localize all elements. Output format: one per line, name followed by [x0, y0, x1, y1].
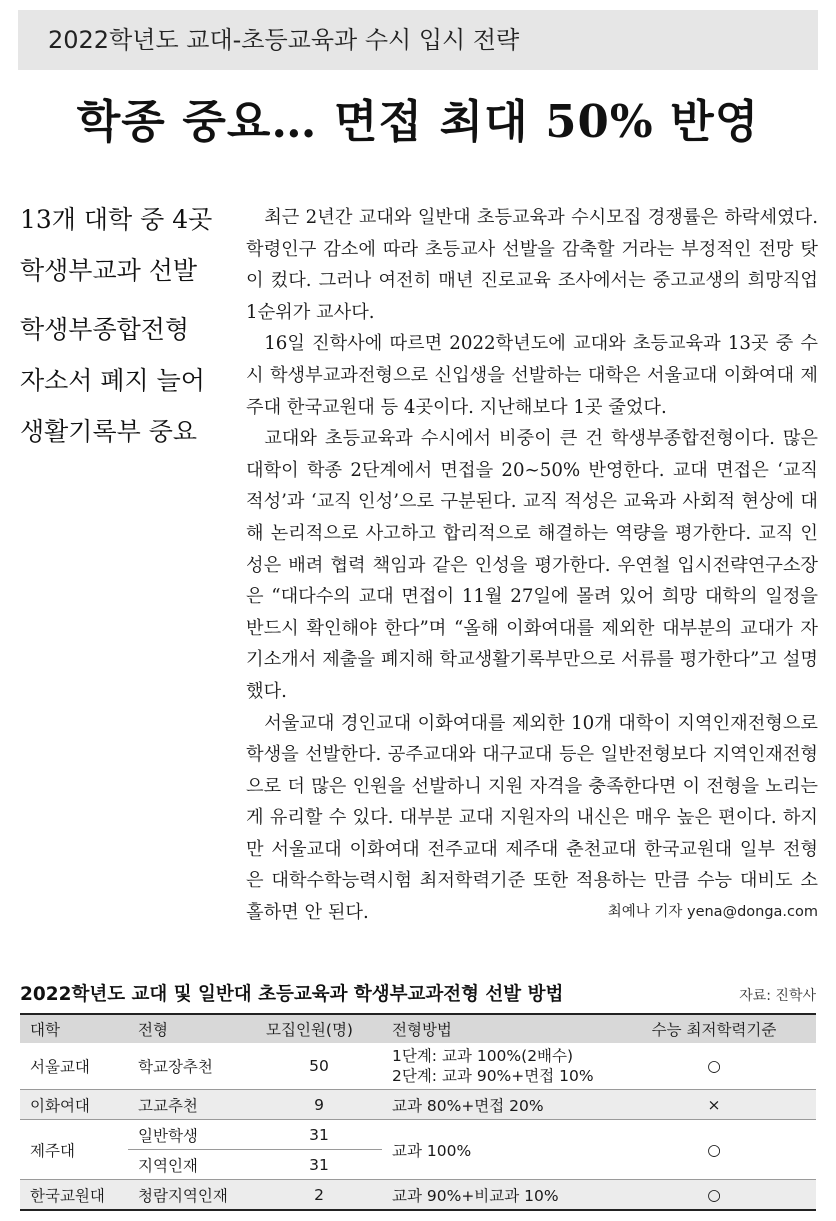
cell-count: 31 [256, 1120, 382, 1150]
cell-track: 고교추천 [128, 1090, 256, 1120]
subhead-2 [20, 304, 240, 457]
cell-count: 50 [256, 1043, 382, 1090]
cell-min-standard: ○ [612, 1180, 816, 1211]
headline: 학종 중요… 면접 최대 50% 반영 [76, 95, 760, 148]
cell-univ: 서울교대 [20, 1043, 128, 1090]
subhead-line: 학생부교과 선발 [20, 256, 197, 285]
table-row [20, 1090, 816, 1120]
paragraph-text: 서울교대 경인교대 이화여대를 제외한 10개 대학이 지역인재전형으로 학생을 선발한다. 공주교대와 대구교대 등은 일반전형보다 지역인재전형으로 더 많은 인원을 선발하니 지원 자격을 충족한다면 이 전형을 노리는 게 유리할 수 있다. 대부분 교대 지원자의 내신은 매우 높은 편이다. 하지만 서울교대 이화여대 전주교대 제주대 춘천교대 한국교원대 일부 전형은 대학수학능력시험 최저학력기준 또한 적용하는 만큼 수능 대비도 소홀하면 안 된다. [246, 712, 818, 924]
cell-min-standard: ○ [612, 1043, 816, 1090]
cell-method: 교과 90%+비교과 10% [382, 1180, 612, 1211]
subhead-1 [20, 194, 240, 296]
col-header-univ: 대학 [20, 1014, 128, 1043]
admissions-table [20, 1013, 816, 1211]
cell-track: 일반학생 [128, 1120, 256, 1150]
paragraph: 최근 2년간 교대와 일반대 초등교육과 수시모집 경쟁률은 하락세였다. 학령인구 감소에 따라 초등교사 선발을 감축할 거라는 부정적인 전망 탓이 컸다. 그러나 여전히 매년 진로교육 조사에서는 중고교생의 희망직업 1순위가 교사다. [246, 207, 818, 323]
cell-count: 31 [256, 1150, 382, 1180]
col-header-track: 전형 [128, 1014, 256, 1043]
cell-track: 학교장추천 [128, 1043, 256, 1090]
paragraph: 16일 진학사에 따르면 2022학년도에 교대와 초등교육과 13곳 중 수시 학생부교과전형으로 신입생을 선발하는 대학은 서울교대 이화여대 제주대 한국교원대 등 4곳이다. 지난해보다 1곳 줄었다. [246, 333, 818, 418]
cell-method [382, 1043, 612, 1090]
cell-min-standard: ○ [612, 1120, 816, 1180]
byline: 최예나 기자 yena@donga.com [607, 904, 818, 921]
subhead-line: 학생부종합전형 [20, 315, 190, 344]
table-header-row [20, 1014, 816, 1043]
table-row [20, 1120, 816, 1150]
section-kicker: 2022학년도 교대-초등교육과 수시 입시 전략 [18, 10, 818, 70]
subhead-line: 자소서 폐지 늘어 [20, 366, 205, 395]
method-line: 1단계: 교과 100%(2배수) [392, 1047, 574, 1065]
table-source: 자료: 진학사 [739, 988, 816, 1004]
subhead-line: 생활기록부 중요 [20, 417, 197, 446]
cell-count: 2 [256, 1180, 382, 1211]
cell-univ: 이화여대 [20, 1090, 128, 1120]
cell-count: 9 [256, 1090, 382, 1120]
col-header-min-standard: 수능 최저학력기준 [612, 1014, 816, 1043]
paragraph [246, 708, 818, 929]
col-header-method: 전형방법 [382, 1014, 612, 1043]
paragraph: 교대와 초등교육과 수시에서 비중이 큰 건 학생부종합전형이다. 많은 대학이 학종 2단계에서 면접을 20∼50% 반영한다. 교대 면접은 ‘교직 적성’과 ‘교직 인성’으로 구분된다. 교직 적성은 교육과 사회적 현상에 대해 논리적으로 사고하고 합리적으로 해결하는 역량을 평가한다. 교직 인성은 배려 협력 책임과 같은 인성을 평가한다. 우연철 입시전략연구소장은 “대다수의 교대 면접이 11월 27일에 몰려 있어 희망 대학의 일정을 반드시 확인해야 한다”며 “올해 이화여대를 제외한 대부분의 교대가 자기소개서 제출을 폐지해 학교생활기록부만으로 서류를 평가한다”고 설명했다. [246, 428, 818, 702]
table-row [20, 1043, 816, 1090]
col-header-count: 모집인원(명) [256, 1014, 382, 1043]
cell-univ: 제주대 [20, 1120, 128, 1180]
article-body [246, 202, 818, 929]
cell-method: 교과 100% [382, 1120, 612, 1180]
cell-min-standard: × [612, 1090, 816, 1120]
subhead-line: 13개 대학 중 4곳 [20, 205, 213, 234]
cell-univ: 한국교원대 [20, 1180, 128, 1211]
cell-track: 지역인재 [128, 1150, 256, 1180]
cell-method: 교과 80%+면접 20% [382, 1090, 612, 1120]
method-line: 2단계: 교과 90%+면접 10% [392, 1067, 594, 1085]
cell-track: 청람지역인재 [128, 1180, 256, 1211]
table-title: 2022학년도 교대 및 일반대 초등교육과 학생부교과전형 선발 방법 [20, 984, 564, 1005]
table-row [20, 1180, 816, 1211]
